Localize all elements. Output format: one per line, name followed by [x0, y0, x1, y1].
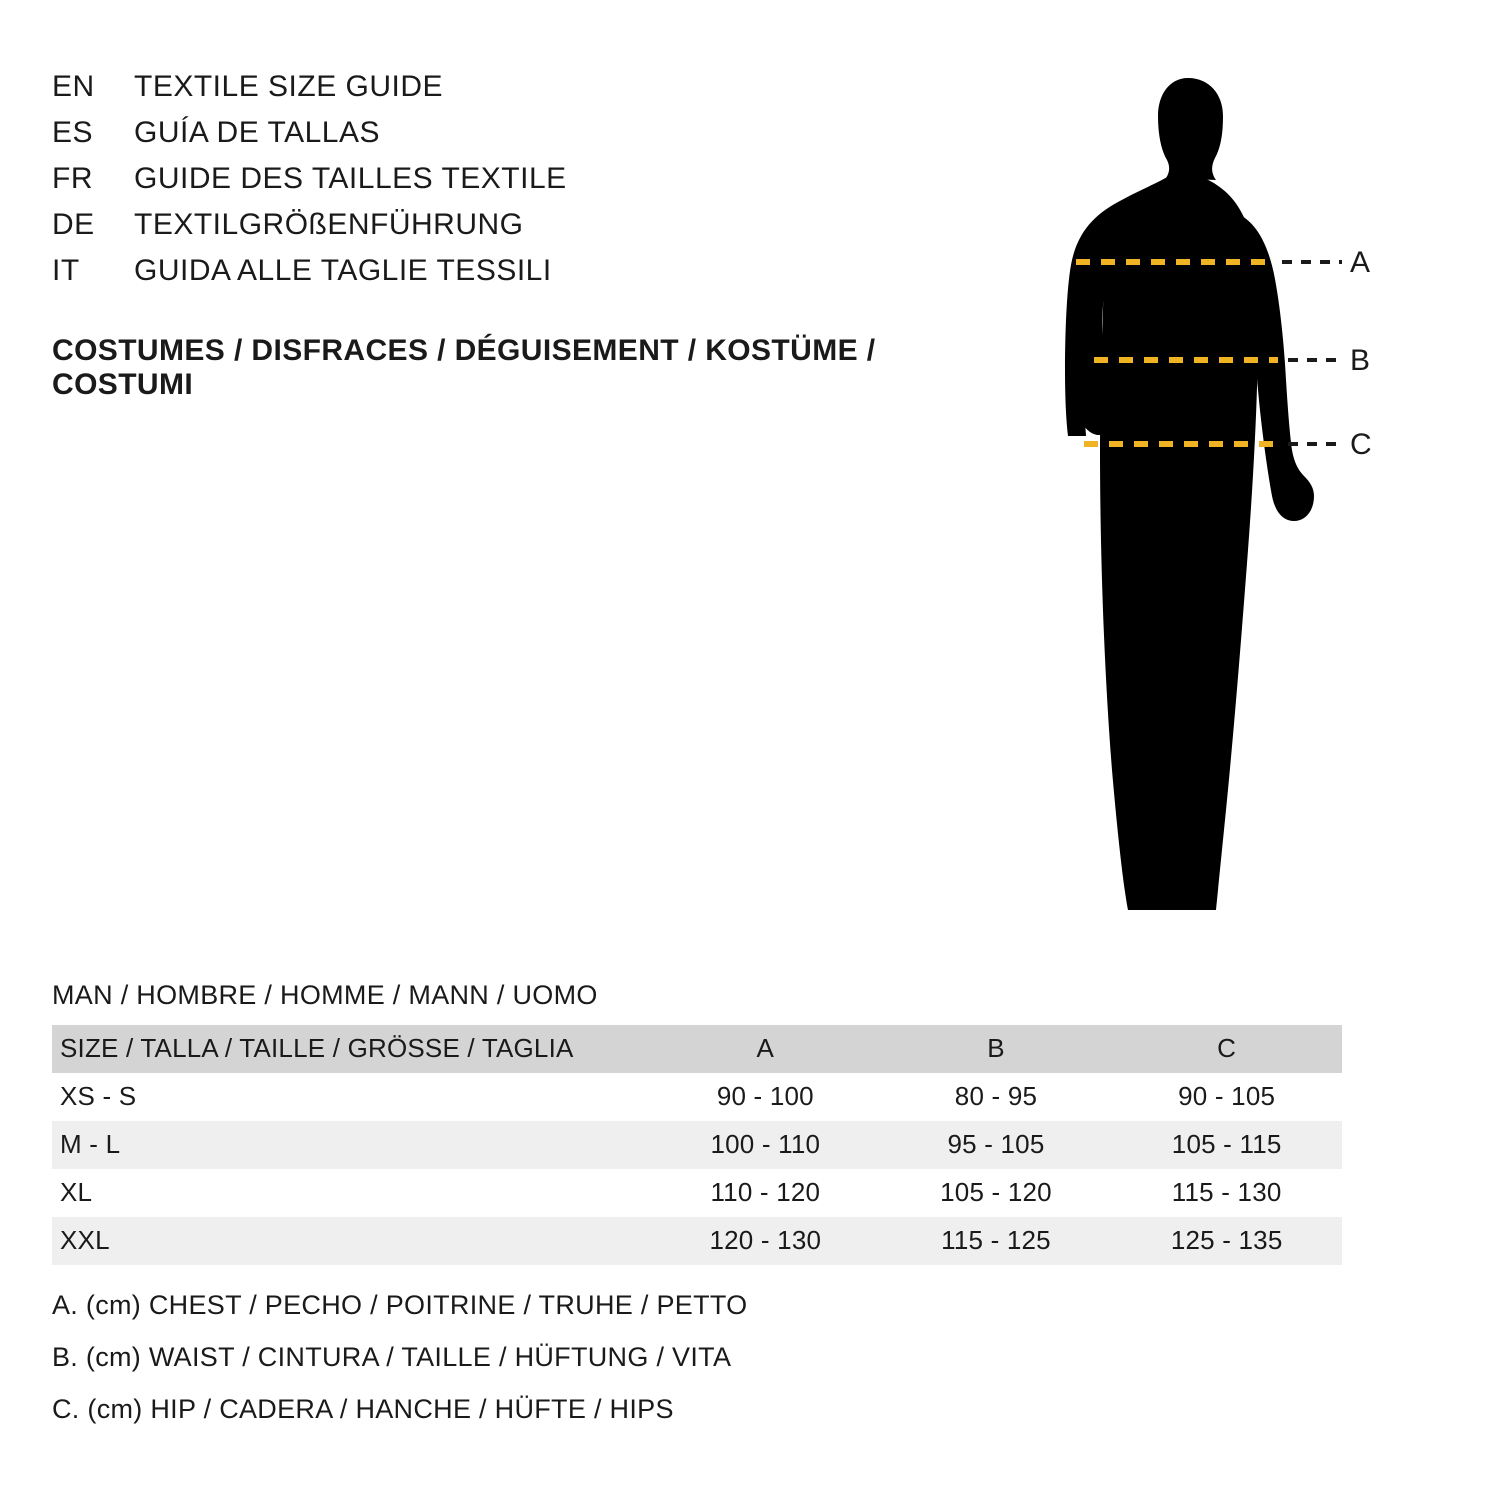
table-row: [52, 1121, 1342, 1169]
language-row: [52, 70, 1012, 116]
table-row: [52, 1217, 1342, 1265]
legend-line-c: C. (cm) HIP / CADERA / HANCHE / HÜFTE / HIPS: [52, 1394, 674, 1424]
size-table-section: [52, 980, 1342, 1265]
language-code: EN: [52, 70, 95, 103]
silhouette-shape: [1065, 78, 1314, 910]
language-code: FR: [52, 162, 93, 195]
cell-c: 90 - 105: [1178, 1081, 1276, 1111]
legend-line-b: B. (cm) WAIST / CINTURA / TAILLE / HÜFTUNG / VITA: [52, 1342, 732, 1372]
language-row: [52, 208, 1012, 254]
cell-size: XL: [60, 1177, 93, 1207]
cell-a: 110 - 120: [710, 1177, 821, 1207]
silhouette-svg: [1020, 30, 1440, 940]
marker-label-a: A: [1350, 246, 1371, 279]
leader-lines: [1282, 262, 1342, 444]
language-row: [52, 162, 1012, 208]
language-title: TEXTILE SIZE GUIDE: [134, 70, 444, 103]
measurement-legend: [52, 1290, 747, 1446]
table-header-b: B: [987, 1033, 1005, 1063]
language-title: TEXTILGRÖßENFÜHRUNG: [134, 208, 524, 241]
language-code: IT: [52, 254, 80, 287]
language-title: GUÍA DE TALLAS: [134, 116, 380, 149]
table-header-row: [52, 1025, 1342, 1073]
cell-b: 115 - 125: [941, 1225, 1051, 1255]
legend-line-a: A. (cm) CHEST / PECHO / POITRINE / TRUHE / PETTO: [52, 1290, 748, 1320]
cell-c: 125 - 135: [1170, 1225, 1283, 1255]
cell-size: M - L: [60, 1129, 121, 1159]
language-code: ES: [52, 116, 94, 149]
language-row: [52, 254, 1012, 300]
table-header-c: C: [1217, 1033, 1237, 1063]
marker-label-c: C: [1350, 428, 1372, 461]
costumes-subtitle: COSTUMES / DISFRACES / DÉGUISEMENT / KOSTÜME / COSTUMI: [52, 334, 876, 401]
table-header-size: SIZE / TALLA / TAILLE / GRÖSSE / TAGLIA: [60, 1033, 574, 1063]
cell-b: 105 - 120: [940, 1177, 1052, 1207]
table-head: [52, 1025, 1342, 1073]
table-body: [52, 1073, 1342, 1265]
language-row: [52, 116, 1012, 162]
size-table: [52, 1025, 1342, 1265]
language-title: GUIDE DES TAILLES TEXTILE: [134, 162, 567, 195]
table-header-a: A: [756, 1033, 775, 1063]
cell-a: 100 - 110: [710, 1129, 821, 1159]
cell-a: 120 - 130: [709, 1225, 822, 1255]
language-title: GUIDA ALLE TAGLIE TESSILI: [134, 254, 552, 287]
cell-c: 105 - 115: [1171, 1129, 1282, 1159]
size-guide-header: [52, 70, 1012, 402]
language-code: DE: [52, 208, 95, 241]
body-measurement-figure: [1020, 30, 1440, 940]
table-row: [52, 1169, 1342, 1217]
cell-b: 80 - 95: [954, 1081, 1038, 1111]
cell-size: XXL: [60, 1225, 110, 1255]
cell-a: 90 - 100: [716, 1081, 814, 1111]
table-row: [52, 1073, 1342, 1121]
table-group-label: MAN / HOMBRE / HOMME / MANN / UOMO: [52, 980, 598, 1010]
cell-b: 95 - 105: [947, 1129, 1045, 1159]
cell-size: XS - S: [60, 1081, 137, 1111]
cell-c: 115 - 130: [1171, 1177, 1282, 1207]
marker-label-b: B: [1350, 344, 1371, 377]
